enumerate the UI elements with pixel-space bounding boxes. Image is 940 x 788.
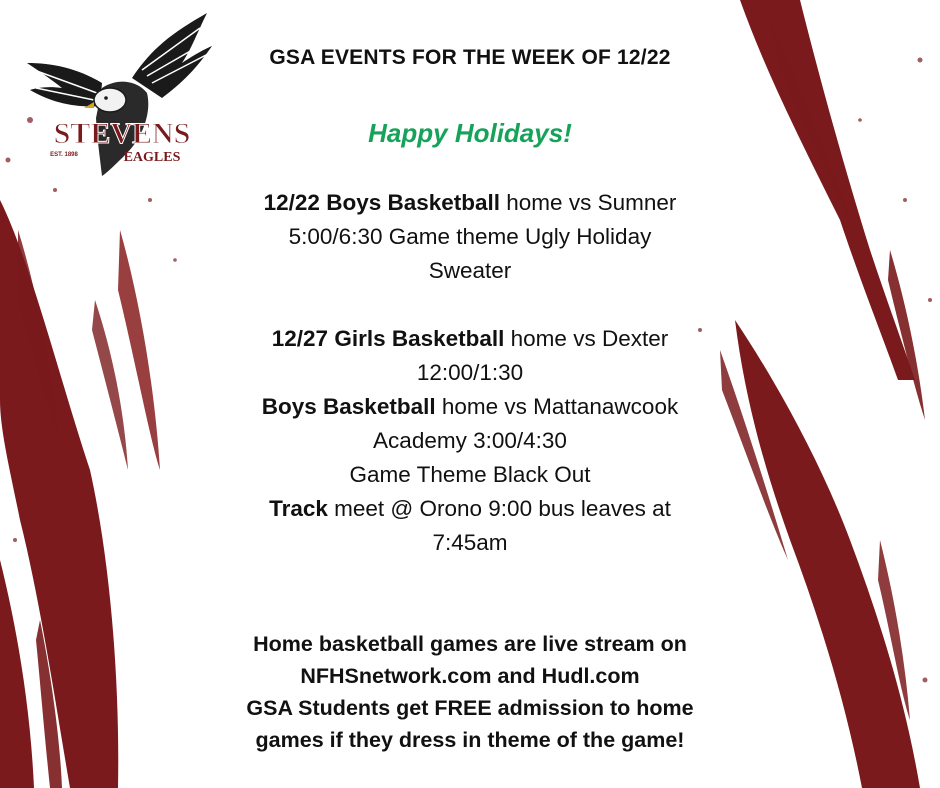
event-detail: 5:00/6:30 Game theme Ugly Holiday: [288, 224, 652, 249]
event-detail: Academy 3:00/4:30: [373, 428, 567, 453]
event-item: [200, 492, 740, 560]
school-logo: [22, 8, 222, 180]
event-detail: Game Theme Black Out: [349, 462, 591, 487]
logo-sub-text: EAGLES: [123, 150, 181, 165]
footer-line: Home basketball games are live stream on: [253, 632, 687, 656]
event-item: [200, 186, 740, 288]
event-date-sport: 12/22 Boys Basketball: [263, 190, 501, 215]
event-detail: 7:45am: [432, 530, 508, 555]
event-item: [200, 390, 740, 492]
eagle-icon: [22, 8, 222, 180]
footer-note: [200, 628, 740, 756]
event-sport: Boys Basketball: [261, 394, 436, 419]
logo-name-text: STEVENS: [53, 117, 191, 150]
event-detail: 12:00/1:30: [416, 360, 524, 385]
event-sport: Track: [269, 496, 328, 521]
page-title: GSA EVENTS FOR THE WEEK OF 12/22: [269, 46, 671, 69]
event-date-sport: 12/27 Girls Basketball: [271, 326, 505, 351]
greeting-text: Happy Holidays!: [368, 118, 572, 148]
footer-line: GSA Students get FREE admission to home: [246, 696, 694, 720]
event-detail: meet @ Orono 9:00 bus leaves at: [327, 496, 671, 521]
footer-line: games if they dress in theme of the game!: [255, 728, 685, 752]
logo-est-text: EST. 1898: [50, 152, 78, 158]
event-item: [200, 322, 740, 390]
footer-line: NFHSnetwork.com and Hudl.com: [300, 664, 640, 688]
event-detail: Sweater: [428, 258, 512, 283]
event-list: [200, 186, 740, 560]
event-detail: home vs Mattanawcook: [435, 394, 679, 419]
event-detail: home vs Dexter: [504, 326, 669, 351]
event-detail: home vs Sumner: [500, 190, 677, 215]
